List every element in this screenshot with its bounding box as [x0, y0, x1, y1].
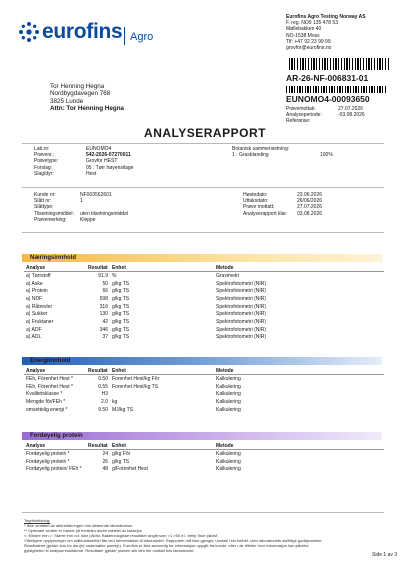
table-row — [24, 295, 384, 303]
footnote-line: Ytterligere opplysninger om måleusikkerhet fås ved henvendelse til laboratoriet. Rapporten må ikke gjengis, unntatt i sin helhet, uten laboratoriets skriftlige godkjennelse. — [24, 538, 323, 543]
cell-resultat: 42 — [102, 318, 108, 325]
meta-label: Referanse: — [286, 118, 311, 125]
botanical-composition — [232, 146, 333, 158]
table-header-row — [24, 367, 384, 375]
header-resultat: Resultat — [86, 442, 110, 450]
sample-label: Prøvenr.: — [34, 152, 55, 159]
cell-analyse: a) Råtrevler — [26, 303, 53, 310]
date-value: 26/06/2026 — [297, 198, 323, 205]
cell-metode: Kalkulering — [216, 383, 241, 390]
table-row — [24, 303, 384, 311]
date-value: 23.06.2026 — [297, 192, 323, 198]
detail-label: Slåttype: — [34, 204, 54, 211]
cell-metode: Kalkulering — [216, 391, 241, 398]
company-name: Eurofins Agro Testing Norway AS — [286, 14, 366, 20]
footnote-line: ** Optimale verdier er basert på meileiku andre faktelel av laksejon — [24, 528, 143, 533]
company-info — [286, 14, 396, 51]
cell-analyse: a) Aske — [26, 280, 43, 287]
sample-info — [34, 146, 133, 177]
cell-analyse: Mengde fôr/FEh * — [26, 398, 66, 405]
sample-code: EUNOMO4-00093650 — [286, 94, 370, 104]
cell-resultat: 2.0 — [101, 398, 108, 405]
results-table-energiinnhold — [24, 367, 384, 413]
table-row — [24, 310, 384, 318]
cell-enhet: g/kg Fôr — [112, 450, 131, 457]
cell-analyse: a) Sukker — [26, 311, 48, 318]
table-row — [24, 287, 384, 295]
table-row — [24, 383, 384, 391]
cell-analyse: omsettelig energi * — [26, 406, 68, 413]
botanical-percent: 100% — [320, 152, 333, 159]
header-resultat: Resultat — [86, 367, 110, 375]
sample-value: EUNOMO4 — [86, 146, 112, 152]
header-analyse: Analyse — [24, 264, 86, 272]
sample-label: Lab.nr: — [34, 146, 50, 152]
cell-analyse: FEh, Förenhet Hest * — [26, 375, 73, 382]
cell-resultat: 24 — [102, 450, 108, 457]
footnote-line: gyldigheten til analyseresultatene. Resultater gjelder prøven slik den ble mottatt hos laboratoriet. — [24, 548, 195, 553]
cell-analyse: Kvalitetsklasse * — [26, 391, 63, 398]
cell-metode: Kalkulering — [216, 458, 241, 465]
date-label: Analyserapport klar: — [243, 210, 288, 217]
cell-enhet: kg — [112, 398, 118, 405]
cell-enhet: g/kg TS — [112, 311, 130, 318]
table-row — [24, 450, 384, 458]
report-meta — [286, 106, 365, 125]
divider — [22, 143, 384, 144]
logo-divider — [124, 27, 125, 45]
cell-metode: Spektrofotometri (NIR) — [216, 280, 267, 287]
table-row — [24, 375, 384, 383]
cell-metode: Spektrofotometri (NIR) — [216, 334, 267, 341]
cell-metode: Spektrofotometri (NIR) — [216, 326, 267, 333]
cell-metode: Kalkulering — [216, 406, 241, 413]
cell-enhet: g/kg TS — [112, 458, 130, 465]
report-title: ANALYSERAPPORT — [144, 126, 266, 140]
table-row — [24, 465, 384, 473]
sample-details — [34, 192, 128, 223]
cell-metode: Spektrofotometri (NIR) — [216, 288, 267, 295]
cell-enhet: g/kg TS — [112, 288, 130, 295]
ar-number: AR-26-NF-006831-01 — [286, 73, 369, 83]
sample-label: Slag/dyr: — [34, 170, 54, 177]
table-header-row — [24, 264, 384, 272]
table-row — [24, 390, 384, 398]
table-header-row — [24, 442, 384, 450]
header-metode: Metode — [214, 442, 384, 450]
cell-analyse: Fordøyelig protein/ FEh * — [26, 466, 82, 473]
company-line: Møllebakken 40 — [286, 26, 322, 33]
recipient-line: Tor Henning Hegna — [50, 83, 105, 90]
cell-resultat: 0.55 — [98, 383, 108, 390]
cell-metode: Spektrofotometri (NIR) — [216, 303, 267, 310]
cell-metode: Kalkulering — [216, 450, 241, 457]
sample-value: 05 : Tørr høyensilage — [86, 164, 134, 171]
cell-analyse: a) Fruktaner — [26, 318, 54, 325]
logo-wordmark: eurofins — [42, 20, 123, 43]
sample-label: Prøvetype: — [34, 158, 59, 165]
cell-enhet: % — [112, 272, 117, 279]
recipient-line: 3825 Lunde — [50, 97, 84, 105]
meta-label: Prøvemottak: — [286, 106, 316, 112]
cell-metode: Kalkulering — [216, 466, 241, 473]
recipient-line: Nordbygdavegen 768 — [50, 90, 111, 98]
header-analyse: Analyse — [24, 442, 86, 450]
meta-label: Analyseperiode: — [286, 112, 322, 119]
cell-analyse: Fordøyelig protein * — [26, 458, 70, 465]
cell-enhet: g/kg TS — [112, 334, 130, 341]
detail-value: 1 — [80, 198, 83, 205]
table-row — [24, 334, 384, 342]
section-header-energiinnhold — [22, 357, 382, 365]
footnote-line: Resultatene gjelder kun for den(e) undersøkte prøve(r). Eurofins er ikke ansvarlig for informasjon oppgitt fra kunde, eller i de tilfeller hvor informasjon kan påvirke — [24, 543, 309, 548]
cell-enhet: g/kg TS — [112, 303, 130, 310]
cell-enhet: g/kg TS — [112, 318, 130, 325]
header-enhet: Enhet — [110, 367, 214, 375]
section-title: Energiinnhold — [30, 358, 71, 364]
recipient-attn: Attn: Tor Henning Hegna — [50, 105, 125, 113]
botanical-label: Botanisk sammensetning: — [232, 146, 290, 152]
cell-resultat: 598 — [99, 295, 108, 302]
sample-dates — [243, 192, 322, 217]
results-table-fordoyelig-protein — [24, 442, 384, 473]
cell-enhet: g/kg TS — [112, 326, 130, 333]
section-title: Fordøyelig protein — [30, 433, 83, 439]
detail-label: Tilsetningsmiddel: — [34, 210, 74, 217]
table-row — [24, 458, 384, 466]
cell-resultat: 91.9 — [98, 272, 108, 279]
cell-analyse: FEh, Förenhet Hest * — [26, 383, 73, 390]
divider — [22, 187, 384, 188]
cell-analyse: a) Protein — [26, 288, 48, 295]
table-row — [24, 280, 384, 288]
cell-analyse: a) ADF — [26, 326, 42, 333]
footnote-line: <: Mindre enn >: Større enn nd: Ikke påvist. Bakteriologiske resultater angitt som <1 >50 e.l. betyr 'ikke påvist'. — [24, 533, 219, 538]
cell-enhet: Forenhet Hest/kg Fôr — [112, 375, 160, 382]
cell-analyse: a) Tørrstoff — [26, 272, 51, 279]
header-metode: Metode — [214, 264, 384, 272]
divider — [22, 232, 384, 233]
detail-value: Kleppe — [80, 216, 96, 223]
date-value: 03.08.2026 — [297, 210, 323, 217]
cell-resultat: 50 — [102, 280, 108, 287]
logo-subtitle: Agro — [130, 31, 154, 43]
cell-resultat: 346 — [99, 326, 108, 333]
results-table-naringsinnhold — [24, 264, 384, 341]
cell-metode: Spektrofotometri (NIR) — [216, 311, 267, 318]
cell-enhet: g/kg TS — [112, 280, 130, 287]
botanical-item: 1 : Grasblanding — [232, 152, 269, 159]
cell-resultat: 37 — [102, 334, 108, 341]
cell-enhet: MJ/kg TS — [112, 406, 134, 413]
header-analyse: Analyse — [24, 367, 86, 375]
eurofins-logo-icon — [18, 21, 40, 43]
sample-value: Grovfor HEST — [86, 158, 118, 165]
cell-metode: Spektrofotometri (NIR) — [216, 295, 267, 302]
header-enhet: Enhet — [110, 264, 214, 272]
section-title: Næringsinnhold — [30, 255, 76, 261]
section-header-naringsinnhold — [22, 254, 382, 262]
table-row — [24, 318, 384, 326]
detail-label: Kunde nr: — [34, 192, 56, 198]
eurofins-logo — [18, 15, 168, 51]
detail-label: Prøvemerking: — [34, 216, 67, 223]
company-line: NO-1538 Moss — [286, 32, 320, 39]
sample-value: 542-2026-07270011 — [86, 152, 131, 159]
cell-resultat: 48 — [102, 466, 108, 473]
cell-metode: Kalkulering — [216, 398, 241, 405]
footnote-line: * Ikke omfattet av akkrediteringen hos utførende laboratorium — [24, 523, 133, 528]
cell-resultat: H3 — [101, 391, 108, 398]
date-label: Høstedato: — [243, 192, 268, 198]
header-enhet: Enhet — [110, 442, 214, 450]
report-barcode — [289, 58, 389, 70]
company-line: F. reg. NO9 135 478 53 — [286, 20, 338, 27]
page-number: Side 1 av 3 — [372, 552, 398, 558]
table-row — [24, 272, 384, 280]
cell-resultat: 0.50 — [98, 375, 108, 382]
table-row — [24, 406, 384, 414]
cell-metode: Kalkulering — [216, 375, 241, 382]
cell-analyse: a) NDF — [26, 295, 43, 302]
header-resultat: Resultat — [86, 264, 110, 272]
detail-value: uten tilsetningsmiddel — [80, 210, 129, 217]
meta-value: 27.07.2026 — [338, 106, 364, 112]
recipient-address — [50, 83, 124, 113]
legend-footnotes — [24, 518, 364, 553]
cell-resultat: 66 — [102, 288, 108, 295]
cell-resultat: 130 — [99, 311, 108, 318]
table-row — [24, 398, 384, 406]
cell-enhet: g/Forenhet Hest — [112, 466, 148, 473]
date-value: 27.07.2026 — [297, 204, 323, 211]
cell-enhet: Forenhet Hest/kg TS — [112, 383, 159, 390]
date-label: Uttaksdato: — [243, 198, 269, 205]
legend-heading: Tegnforklaring: — [24, 518, 51, 523]
cell-metode: Gravimetri — [216, 272, 240, 279]
company-line: Tlf: +47 92 23 99 99 — [286, 38, 331, 45]
date-label: Prøve mottatt: — [243, 204, 275, 211]
cell-analyse: a) ADL — [26, 334, 42, 341]
sample-value: Hest — [86, 170, 97, 177]
cell-metode: Spektrofotometri (NIR) — [216, 318, 267, 325]
cell-enhet — [110, 390, 214, 398]
meta-value: -03.08.2026 — [338, 112, 365, 119]
cell-resultat: 316 — [99, 303, 108, 310]
cell-resultat: 9.50 — [98, 406, 108, 413]
detail-label: Slått nr: — [34, 198, 52, 205]
cell-analyse: Fordøyelig protein * — [26, 450, 70, 457]
sample-barcode — [286, 86, 386, 93]
detail-value: NF003562601 — [80, 192, 112, 198]
table-row — [24, 326, 384, 334]
sample-label: Forslag: — [34, 164, 53, 171]
header-metode: Metode — [214, 367, 384, 375]
company-line: grovfor@eurofins.no — [286, 45, 332, 52]
cell-enhet: g/kg TS — [112, 295, 130, 302]
cell-resultat: 26 — [102, 458, 108, 465]
divider — [22, 512, 384, 513]
